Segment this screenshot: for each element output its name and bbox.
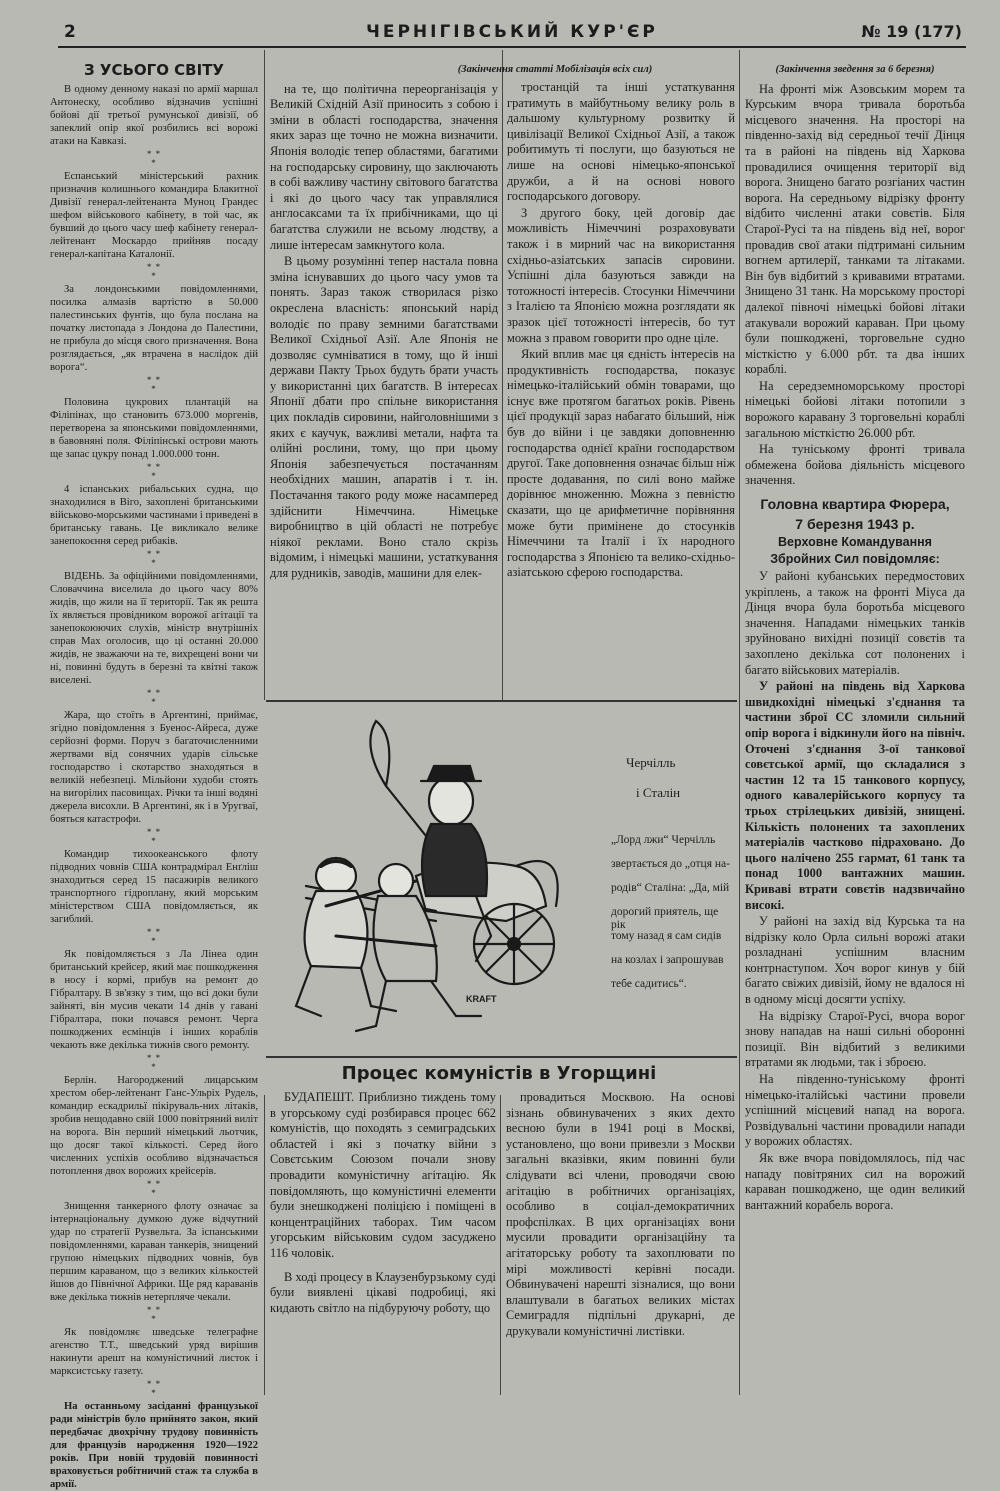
cartoon-caption-line: родів“ Сталіна: „Да, мій [611,882,730,894]
news-item: Берлін. Нагороджений лицарським хрестом обер-лейтенант Ганс-Ульріх Рудель, командир ескадрильї пікіруваль-них літаків, зробив нещодавно свій 1000 повітряний виліт на ворога. Він перший німецький льотчик, що досяг такої кількості. Серед його численних успіхів особливо відзначається потоплення двох ворожих крейсерів. [50,1075,258,1177]
cartoon-caption-line: на козлах і запрошував [611,954,724,966]
news-item: На останньому засіданні французької ради міністрів було прийнято закон, який передбачає двохрічну трудову повинність для французів народження 1920—1922 років. При новій трудовій повинності враховується робітничий стаж та служба в армії. [50,1401,258,1490]
news-item: 4 іспанських рибальських судна, що знаходилися в Віго, захоплені британськими військово-морськими частинами і приведені в британську гавань. Це викликало велике занепокоєння серед рибаків. [50,484,258,547]
news-item: Як повідомляється з Ла Лінеа один британський крейсер, який має пошкодження в носу і кормі, прибув на ремонт до Гібралтару. В зв'язку з тим, що всі доки були зайняті, він мусив чекати 14 днів у гавані Гібралтара, поки почався ремонт. Черга пошкоджених есмінців і інших кораблів чекають вже декілька тижнів свого ремонту. [50,949,258,1051]
article-headline: Процес комуністів в Угорщині [341,1063,657,1084]
cartoon-drawing [266,706,606,1051]
column-rule [502,50,503,700]
left-column-title: З УСЬОГО СВІТУ [84,61,224,79]
column-rule [500,1095,501,1395]
artist-signature: KRAFT [466,994,497,1004]
report-paragraph: На середземноморському просторі німецькі бойові літаки потопили з ворожого каравану 3 торговельні кораблі загальною місткістю 26.000 рбт. [745,378,965,440]
report-date: 7 березня 1943 р. [795,516,915,533]
separator-stars: * * * [146,262,162,281]
left-column [50,61,258,1490]
cartoon-caption-line: тебе садитись“. [611,978,687,990]
article-paragraph: Який вплив має ця єдність інтересів на продуктивність господарства, показує німецько-італійський обмін товарами, що існує вже протягом багатьох років. Рівень цієї продукції зараз набагато більший, ніж був до війни і це завдяки доповненню господарства однієї країни господарством другої. Таке доповнення означає більш ніж просте додавання, по силі воно майже дорівнює множенню. Можна з певністю сказати, що це арифметичне порівняння може бути примінене до стосунків Німеччини та Італії і їх народного господарства з Японією та велико-східньо-азіатською сферою господарства. [507,347,735,580]
report-paragraph: На південно-туніському фронті німецько-італійські частини провели успішний місцевий напад на ворога. Розвідувальні частини провадили напади у ворожих областях. [745,1072,965,1149]
report-paragraph: У районі на захід від Курська та на відрізку коло Орла сильні ворожі атаки розладнані успішним власним контрнаступом. Хоч ворог кинув у бій багато свіжих дивізій, йому не вдалося ні в одному місці досягти успіху. [745,914,965,1007]
cartoon-caption-line: „Лорд лжи“ Черчілль [611,834,716,846]
article-paragraph: В цьому розумінні тепер настала повна зміна існувавших до цього часу умов та понять. Зараз також створилася різко окреслена власність: японський нарід володіє по праву земними багатствами Великої Східньої Азії. Але Японія не дозволяє сумніватися в тому, що й інші держави Пакту Трьох будуть брати участь у використанні цих багатств. В інтересах Японії дбати про спільне використання цих покладів сировини, найголовнішими з яких є каучук, важливі метали, нафта та олійні рослини, тому, що при цьому Японія забезпечується постачанням необхідних машин, апаратів і т. ін. Постачання такого роду може насамперед здійснити Німеччина. Німецьке виробництво в цій області не потребує ніякої реклами. Воно стало скрізь відомим, і німецькі машини, устаткування для рудників, заводів, машини для елек- [270,254,498,580]
separator-stars: * * * [146,1053,162,1072]
article-paragraph: В ході процесу в Клаузенбурзькому суді були виявлені цікаві подробиці, які кидають світло на підбуруючу роботу, що [270,1269,496,1315]
separator-stars: * * * [146,375,162,394]
right-column [745,62,965,1397]
report-paragraph: На відрізку Старої-Русі, вчора ворог знову нападав на наші сильні оборонні позиції. Він відбитий з великими втратами як людьми, так і зброєю. [745,1008,965,1070]
news-item: Половина цукрових плантацій на Філіпінах, що становить 673.000 моргенів, перетворена за японськими повідомленнями, в бавовняні поля. Філіпінські острови мають ще запас цукру понад 1.000.000 тонн. [50,397,258,460]
cartoon-caption-title: Черчілль [626,755,676,770]
column-rule [264,50,265,700]
report-subheading: Збройних Сил повідомляє: [770,552,940,567]
continuation-note: (Закінчення статті Мобілізація всіх сил) [457,64,653,75]
separator-stars: * * * [146,549,162,568]
separator-stars: * * * [146,1379,162,1398]
paper-title: ЧЕРНІГІВСЬКИЙ КУР'ЄР [366,22,658,42]
page-number: 2 [64,22,76,42]
news-item: Знищення танкерного флоту означає за інтернаціональну думкою дуже відчутний удар по стратегії Рузвельта. За іспанськими повідомленнями, караван танкерів, знищений групою німецьких підводних човнів, був першим караваном, що з великих кількостей йшов до Північної Африки. Ще ряд караванів вже декілька тижнів нетерпляче чекали. [50,1201,258,1303]
column-rule [264,1095,265,1395]
article-paragraph: провадиться Москвою. На основі зізнань обвинувачених з яких дехто весною були в 1941 році в Москві, установлено, що вони привезли з Москви загальні вказівки, яким повинні були слідувати всі члени, проводячи свою агітацію в робітничих організаціях, особливо в соціал-демократичних профспілках. В цих організаціях вони мусили провадити організаційну та агітаторську роботу та захоплювати по мірі можливості керівні посади. Обвинувачені нарешті зізналися, що вони влаштували в багатьох великих містах Семиградля підпільні друкарні, де друкували комуністичні листівки. [506,1090,735,1338]
continuation-note: (Закінчення зведення за 6 березня) [775,64,935,75]
report-paragraph: Як вже вчора повідомлялось, під час нападу повітряних сил на ворожий караван пошкоджено, ще один великий вантажний корабель ворога. [745,1151,965,1212]
separator-stars: * * * [146,827,162,846]
report-heading: Головна квартира Фюрера, [760,496,950,513]
separator-stars: * * * [146,1305,162,1324]
news-item: Як повідомляє шведське телеграфне агенство Т.Т., шведський уряд вирішив накинути арешт на комуністичний листок і марксистську газету. [50,1327,258,1377]
masthead [58,22,966,48]
report-paragraph: У районі кубанських передмостових укріплень, а також на фронті Міуса да Дінця вчора була боротьба місцевого значення. Нападами німецьких танків зруйновано вихідні позиції совєтів та захоплено декілька сот полонених і багато військових матеріалів. [745,569,965,677]
cartoon-caption-line: дорогий приятель, ще рік [611,906,719,931]
article-paragraph: З другого боку, цей договір дає можливість Німеччині розраховувати також і в мирний час на використання східньо-азіатських запасів сировини. Успішні діла базуються завжди на тотожності інтересів. Стосунки Німеччини з Італією та Японією можна розглядати як зразок цієї тотожності інтересів, бо тут можна з правом говорити про одне ціле. [507,205,735,345]
separator-stars: * * * [146,149,162,168]
cartoon-caption-line: звертається до „отця на- [611,858,730,870]
article-paragraph: БУДАПЕШТ. Приблизно тиждень тому в угорському суді розбирався процес 662 комуністів, що походять з семиградських областей і які з початку війни з Совєтським Союзом почали знову провадити комуністичну агітацію. Як повідомляють, що комуністичні елементи були знешкоджені поліцією і поміщені в концентраційних таборах. Тим часом угорським військовим судом засуджено 116 чоловік. [270,1090,496,1260]
column-rule [739,50,740,1395]
news-item: За лондонськими повідомленнями, посилка алмазів вартістю в 50.000 палестинських фунтів, що була послана на початку листопада з Лондона до Палестини, не прибула до місця свого призначення. Вона розглядається, „як втрачена в наслідок дій ворога“. [50,284,258,373]
report-paragraph: На фронті між Азовським морем та Курським вчора тривала боротьба місцевого значення. На просторі на південно-захід від середньої течії Дінця та в районі на південь від Харкова провадилися очищення території від ворога. Знищено багато розгіаних частин ворога. На середньому відрізку фронту відбито численні атаки совєтів. Біля Старої-Русі та на південь від неї, ворог провадив свої атаки підтримані сильним вогнем артилерії, танками та літаками. Він був відбитий з кривавими втратами. Знищено 31 танк. На морському просторі далекої півночі німецькі бойові літаки атакували ворожий караван. При цьому були пошкоджені, торговельне судно місткістю у 6.000 рбт. та два інших кораблі. [745,81,965,377]
news-item: ВІДЕНЬ. За офіційними повідомленнями, Словаччина виселила до цього часу 80% жидів, що жили на її території. Так як решта їх являється провідником ворожої агітації та занепокоюючих слухів, міністр внутрішніх справ Мах оголосив, що ці останні 20.000 жидів, не зважаючи на те, вихрещені вони чи ні, повинні будуть в березні та квітні також виселені. [50,571,258,686]
article-column-three [507,80,735,698]
report-subheading: Верховне Командування [778,535,932,550]
separator-stars: * * * [146,927,162,946]
separator-stars: * * * [146,1179,162,1198]
news-item: В одному денному наказі по армії маршал Антонеску, особливо відзначив успішні бойові дії третьої румунської дивізії, об запеклий опір якої розбились всі ворожі атаки на Кавказі. [50,84,258,147]
cartoon-caption-title: і Сталін [636,785,681,800]
separator-stars: * * * [146,462,162,481]
report-paragraph: На туніському фронті тривала обмежена бойова діяльність місцевого значення. [745,442,965,488]
section-rule [266,700,737,702]
issue-number: № 19 (177) [861,22,962,41]
article-paragraph: на те, що політична переорганізація у Великій Східній Азії приносить з собою і зміни в області господарства, значення яких зараз ще точно не можна визначити. Японія володіє тепер областями, багатими на господарську сировину, що заключають в собі важливу частину світового багатства і які до цього часу так управлялися англосаксами та їх прибічниками, що ці багатства служили не всьому людству, а лише інтересам замкнутого кола. [270,81,498,252]
section-rule [266,1056,737,1058]
bottom-article-column-one [270,1090,496,1397]
political-cartoon [266,706,732,1051]
news-item: Командир тихоокеанського флоту підводних човнів США контрадмірал Енґліш знаходиться серед 15 пасажирів великого транспортного гідроплану, який морським міністерством США повідомляється, як загиблий. [50,849,258,925]
news-item: Еспанський міністерський рахник призначив колишнього командира Блакитної Дивізії генерал-лейтенанта Муноц Грандес шефом військового кабінету, в той час, як бувший до цього часу шеф кабінету генерал-лейтенант Москардо прийняв посаду генерал-капітана Каталонії. [50,171,258,260]
report-paragraph: У районі на південь від Харкова швидкохідні німецькі з'єднання та частини зброї СС зломили сильний опір ворога і відкинули його на північ. Оточені з'єднання 3-ої танкової совєтської армії, що складалися з частин 12 та 15 танкового корпусу, одного кавалерійського корпусу та трьох стрілецьких дивізій, знищені. Кількість полонених та захоплених матеріалів частково підраховано. До цього налічено 255 гармат, 61 танк та понад 1000 вантажних машин. Криваві втрати совєтів надзвичайно високі. [745,679,965,912]
bottom-article-column-two [506,1090,735,1397]
news-item: Жара, що стоїть в Аргентині, приймає, згідно повідомлення з Буенос-Айреса, дуже серйозні форми. Поруч з багаточисленними жертвами від сонячних ударів сільське господарство і скотарство знаходяться в великій небезпеці. Мільйони худоби стоять на вигорілих пасовищах. Річки та інші водяні джерела висохли. В Аргентині, як і в Уругваї, бояться катастрофи. [50,710,258,825]
separator-stars: * * * [146,688,162,707]
article-paragraph: тростанцій та інші устаткування гратимуть в майбутньому велику роль в дальшому культурному розвитку й цивілізації Великої Східньої Азії, а також робитимуть ті послуги, що базуються не лише на основі німецько-японської дружби, а й на основі нового господарського договору. [507,80,735,204]
cartoon-caption-line: тому назад я сам сидів [611,930,722,942]
